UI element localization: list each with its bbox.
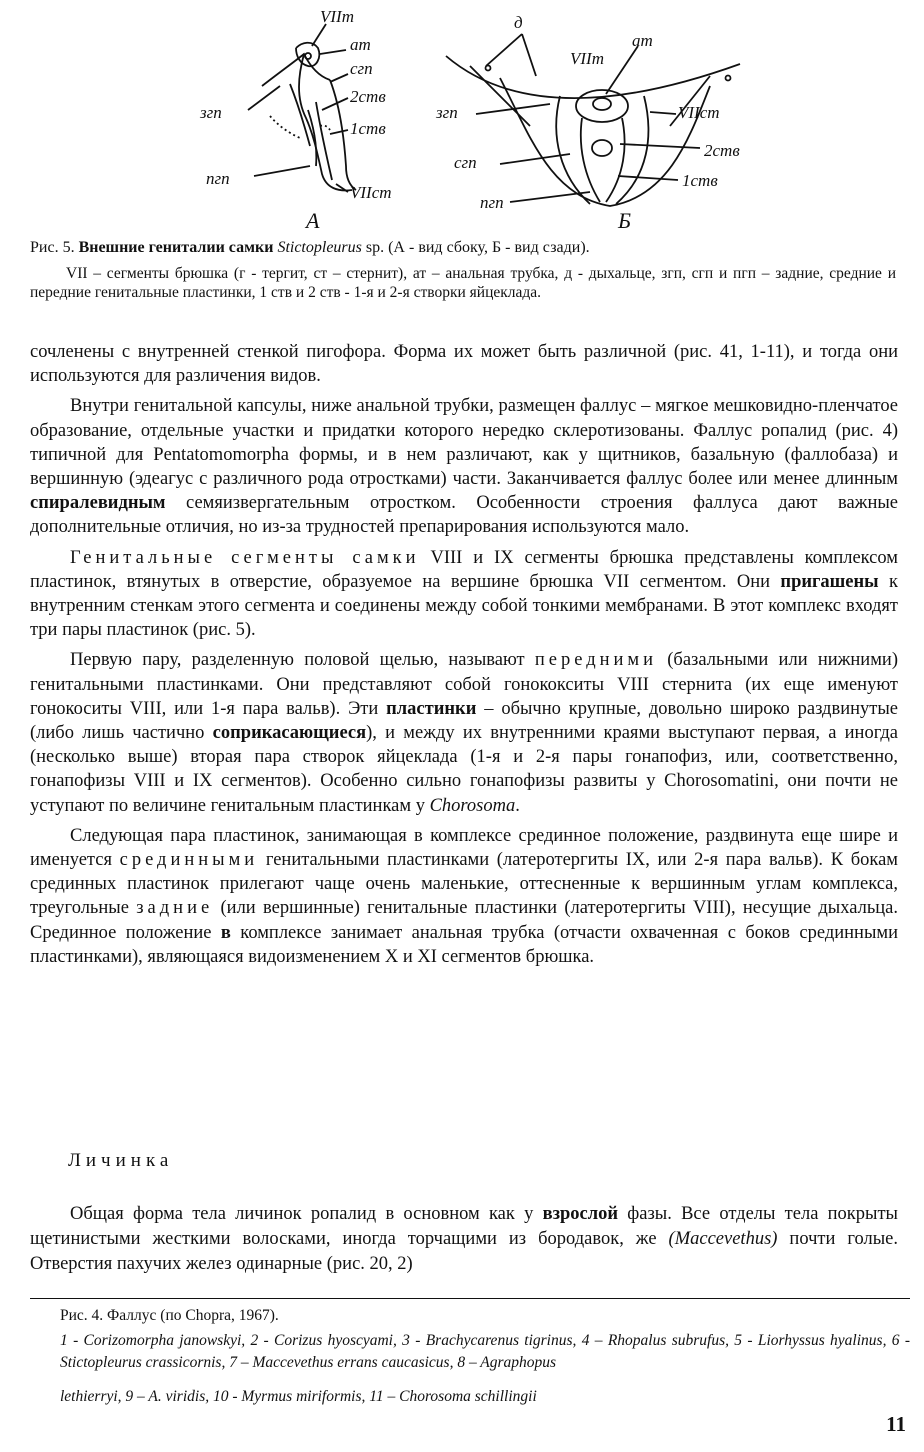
- label-a-stv1: 1cmв: [350, 119, 386, 138]
- p4-text-c: – обычно крупные, довольно широко раздвинутые (либо лишь частично: [30, 698, 898, 744]
- label-b-zgp: згп: [436, 103, 458, 122]
- caption-title: Внешние гениталии самки: [78, 239, 274, 256]
- label-b-stv2: 2cmв: [704, 141, 740, 160]
- footnote-legend-last: lethierryi, 9 – A. viridis, 10 - Myrmus miriformis, 11 – Chorosoma schillingii: [60, 1388, 537, 1405]
- caption-lead: Рис. 5.: [30, 239, 75, 256]
- label-a-stv2: 2cmв: [350, 87, 386, 106]
- caption-genus: Stictopleurus: [277, 239, 362, 256]
- p4-bold-1: пластинки: [386, 698, 477, 719]
- label-a-pgp: пгп: [206, 169, 230, 188]
- larva-text-b: фазы. Все отделы тела покрыты щетинистыми жесткими волосками, иногда торчащими из бородавок, же: [30, 1204, 898, 1249]
- label-a-zgp: згп: [200, 103, 222, 122]
- label-b-at: am: [632, 31, 653, 50]
- p2-text-c: семяизвергательным отростком. Особенности строения фаллуса дают важные дополнительные отличия, но из-за трудностей препарирования используются мало.: [30, 493, 898, 538]
- paragraph-larva: [30, 1202, 898, 1277]
- p5-text-a: Следующая пара пластинок, занимающая в комплексе срединное положение, раздвинута еще шире и именуется: [30, 825, 898, 871]
- label-b-stv1: 1cmв: [682, 171, 718, 190]
- p3-text-c: к внутренним стенкам этого сегмента и соединены между собой тонкими мембранами. В этот комплекс входят три пары пластинок (рис. 5).: [30, 571, 898, 641]
- page-number: 11: [886, 1412, 906, 1436]
- p3-bold: пригашены: [780, 571, 879, 592]
- footnote-title: Рис. 4. Фаллус (по Chopra, 1967).: [60, 1307, 279, 1324]
- p5-spaced-2: задние: [136, 898, 214, 919]
- larva-bold: взрослой: [542, 1204, 619, 1224]
- label-b-sgp: сгп: [454, 153, 477, 172]
- label-b-d: д: [514, 13, 523, 32]
- p5-text-b: генитальными пластинками (латеротергиты IX, или 2-я пара вальв). К бокам срединных пластинок прилегают чаще очень маленькие, оттесненные к вершинным углам комплекса, треугольные: [30, 850, 898, 919]
- larva-text-c: почти голые. Отверстия пахучих желез одинарные (рис. 20, 2): [30, 1229, 898, 1274]
- paragraph-1: сочленены с внутренней стенкой пигофора. Форма их может быть различной (рис. 41, 1-11), и тогда они используются для различения видов.: [30, 342, 898, 387]
- label-a-sgp: сгп: [350, 59, 373, 78]
- p4-italic: Chorosoma: [429, 795, 516, 816]
- section-heading-larva: Личинка: [68, 1150, 174, 1171]
- caption-legend: VII – сегменты брюшка (г - тергит, ст – стернит), ат – анальная трубка, д - дыхальце, згп, сгп и пгп – задние, средние и передние генитальные пластинки, 1 ств и 2 ств - 1-я и 2-я створки яйцеклада.: [30, 265, 896, 301]
- section-heading-female-segments: Генитальные сегменты самки: [70, 547, 420, 568]
- p4-text-d: ), и между их внутренними краями выступают первая, а иногда (несколько выше) вторая пара створок яйцеклада (1-я и 2-я пары гонапофиз, или, соответственно, гонапофизы VIII и IX сегментов). Особенно сильно гонапофизы развиты у Chorosomatini, они почти не уступают по величине генитальным пластинкам у: [30, 723, 898, 816]
- p5-text-c: (или вершинные) генитальные пластинки (латеротергиты VIII), несущие дыхальца. Срединное положение: [30, 898, 898, 943]
- p5-bold: в: [220, 922, 231, 943]
- label-b-pgp: пгп: [480, 193, 504, 212]
- footnote-legend: [60, 1330, 910, 1408]
- label-a-viist: VIIcm: [350, 183, 392, 202]
- p4-text-e: .: [515, 795, 520, 816]
- genitalia-drawing: [170, 6, 790, 238]
- footnote-divider: [30, 1298, 910, 1299]
- paragraph-3: [30, 546, 898, 643]
- paragraph-2: [30, 394, 898, 539]
- panel-b-label: Б: [618, 208, 631, 233]
- p4-text-a: Первую пару, разделенную половой щелью, называют: [70, 650, 535, 671]
- p5-spaced-1: срединными: [119, 850, 259, 871]
- label-a-at: am: [350, 35, 371, 54]
- footnote-legend-text: 1 - Corizomorpha janowskyi, 2 - Corizus hyoscyami, 3 - Brachycarenus tigrinus, 4 – Rhopalus subrufus, 5 - Liorhyssus hyalinus, 6 - Stictopleurus crassicornis, 7 – Maccevethus errans caucasicus, 8 – Agraphopus: [60, 1332, 910, 1371]
- panel-a-drawing: [248, 24, 356, 192]
- paragraph-5: [30, 824, 898, 969]
- label-b-viim: VIIm: [570, 49, 604, 68]
- figure-caption: [30, 238, 896, 258]
- p4-spaced: передними: [534, 650, 658, 671]
- body-text: [30, 340, 898, 975]
- larva-italic: (Maccevethus): [668, 1229, 778, 1249]
- larva-text-a: Общая форма тела личинок ропалид в основном как у: [70, 1204, 543, 1224]
- figure-5: [170, 6, 790, 238]
- p2-bold: спиралевидным: [30, 493, 166, 514]
- p4-bold-2: соприкасающиеся: [212, 723, 367, 744]
- label-a-viim: VIIm: [320, 7, 354, 26]
- p3-text-a: VIII и IX сегменты брюшка представлены комплексом пластинок, втянутых в отверстие, образуемое на вершине брюшка VII сегментом. Они: [30, 547, 899, 592]
- p2-text-a: Внутри генитальной капсулы, ниже анальной трубки, размещен фаллус – мягкое мешковидно-пленчатое образование, отдельные участки и придатки которого нередко склеротизованы. Фаллус ропалид (рис. 4) типичной для Pentatomomorpha формы, и в нем различают, как у щитников, базальную (фаллобаза) и вершинную (эдеагус с различного рода отростками) части. Заканчивается фаллус более или менее длинным: [30, 396, 898, 490]
- caption-rest: sp. (А - вид сбоку, Б - вид сзади).: [365, 239, 590, 256]
- paragraph-4: [30, 648, 898, 817]
- label-b-viist: VIIcm: [678, 103, 720, 122]
- p4-text-b: (базальными или нижними) генитальными пластинками. Они представляют собой гонококситы VIII стернита (их еще именуют гонокоситы VIII, или 1-я пара вальв). Эти: [30, 650, 898, 719]
- panel-a-label: A: [306, 208, 320, 233]
- p5-text-d: комплексе занимает анальная трубка (отчасти охваченная с боков срединными пластинками), являющаяся видоизменением X и XI сегментов брюшка.: [30, 922, 898, 967]
